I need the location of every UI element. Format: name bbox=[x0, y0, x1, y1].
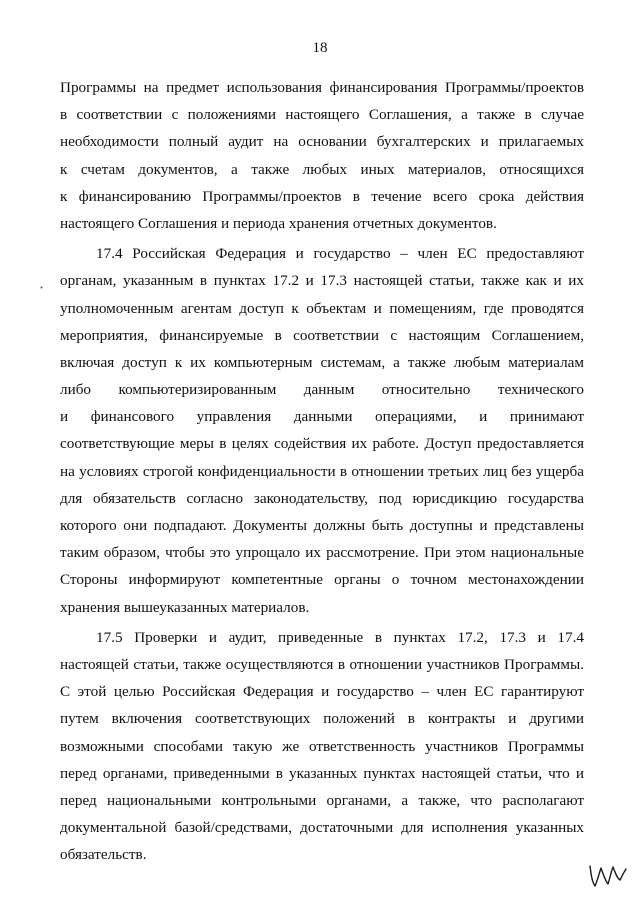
text-line: хранения вышеуказанных материалов. bbox=[60, 598, 310, 616]
text-line: и финансового управления данными операциями, и принимают bbox=[60, 408, 584, 426]
page-number: 18 bbox=[312, 40, 328, 56]
text-line: перед национальными контрольными органами, а также, что располагают bbox=[60, 791, 584, 809]
text-line: органам, указанным в пунктах 17.2 и 17.3 настоящей статьи, также как и их bbox=[60, 272, 584, 290]
paragraph-continuation bbox=[60, 74, 584, 237]
text-line: таким образом, чтобы это упрощало их рассмотрение. При этом национальные bbox=[60, 544, 584, 562]
document-body bbox=[60, 74, 584, 868]
text-line: в соответствии с положениями настоящего Соглашения, а также в случае bbox=[60, 106, 584, 124]
text-line: Стороны информируют компетентные органы о точном местонахождении bbox=[60, 571, 584, 589]
text-line: путем включения соответствующих положений в контракты и другими bbox=[60, 710, 584, 728]
handwritten-initials bbox=[586, 852, 630, 892]
text-line: настоящей статьи, также осуществляются в отношении участников Программы. bbox=[60, 655, 584, 673]
text-line: соответствующие меры в целях содействия их работе. Доступ предоставляется bbox=[60, 435, 584, 453]
text-line: для обязательств согласно законодательству, под юрисдикцию государства bbox=[60, 489, 584, 507]
margin-dot bbox=[40, 286, 43, 289]
text-line: необходимости полный аудит на основании бухгалтерских и прилагаемых bbox=[60, 133, 584, 151]
text-line: обязательств. bbox=[60, 846, 147, 864]
text-line: либо компьютеризированным данным относительно технического bbox=[60, 381, 584, 399]
text-line: Программы на предмет использования финансирования Программы/проектов bbox=[60, 79, 584, 96]
text-line: возможными способами такую же ответственность участников Программы bbox=[60, 737, 584, 755]
text-line: документальной базой/средствами, достаточными для исполнения указанных bbox=[60, 819, 584, 837]
paragraph-17-5 bbox=[60, 624, 584, 869]
text-line: которого они подпадают. Документы должны быть доступны и представлены bbox=[60, 517, 584, 534]
text-line: на условиях строгой конфиденциальности в отношении третьих лиц без ущерба bbox=[60, 462, 584, 480]
text-line: включая доступ к их компьютерным системам, а также любым материалам bbox=[60, 353, 584, 371]
text-line: мероприятия, финансируемые в соответствии с настоящим Соглашением, bbox=[60, 326, 584, 344]
text-line: С этой целью Российская Федерация и государство – член ЕС гарантируют bbox=[60, 683, 584, 701]
text-line: уполномоченным агентам доступ к объектам и помещениям, где проводятся bbox=[60, 299, 584, 317]
paragraph-17-4 bbox=[60, 240, 584, 621]
text-line: 17.4 Российская Федерация и государство – член ЕС предоставляют bbox=[96, 245, 584, 263]
text-line: перед органами, приведенными в указанных пунктах настоящей статьи, что и bbox=[60, 764, 584, 782]
text-line: к счетам документов, а также любых иных материалов, относящихся bbox=[60, 160, 584, 178]
text-line: к финансированию Программы/проектов в течение всего срока действия bbox=[60, 187, 584, 205]
text-line: 17.5 Проверки и аудит, приведенные в пунктах 17.2, 17.3 и 17.4 bbox=[96, 628, 584, 646]
text-line: настоящего Соглашения и периода хранения отчетных документов. bbox=[60, 214, 497, 232]
